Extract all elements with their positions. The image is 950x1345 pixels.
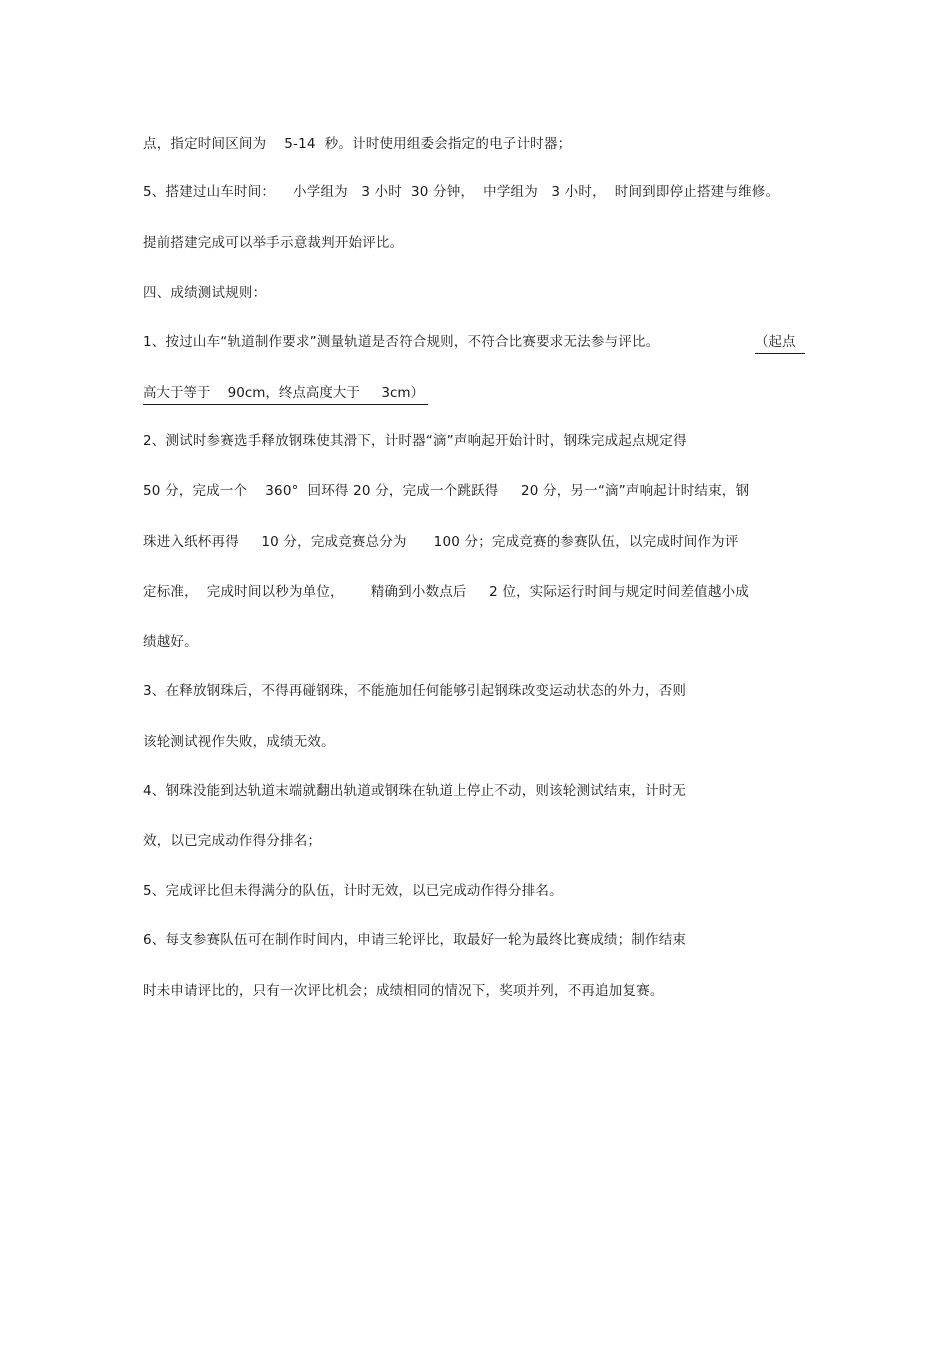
text-line-18: 6、每支参赛队伍可在制作时间内，申请三轮评比，取最好一轮为最终比赛成绩；制作结束 xyxy=(143,932,687,948)
text-line-19: 时未申请评比的，只有一次评比机会；成绩相同的情况下，奖项并列，不再追加复赛。 xyxy=(143,983,664,999)
text-line-11: 定标准， 完成时间以秒为单位， 精确到小数点后 2 位，实际运行时间与规定时间差值越小成 xyxy=(143,584,749,600)
text-line-3: 提前搭建完成可以举手示意裁判开始评比。 xyxy=(143,235,404,251)
text-line-16: 效，以已完成动作得分排名； xyxy=(143,833,322,849)
underlined-note-end: 高大于等于 90cm，终点高度大于 3cm） xyxy=(143,383,428,405)
text-line-15: 4、钢珠没能到达轨道末端就翻出轨道或钢珠在轨道上停止不动，则该轮测试结束，计时无 xyxy=(143,783,687,799)
text-line-17: 5、完成评比但未得满分的队伍，计时无效，以已完成动作得分排名。 xyxy=(143,883,563,899)
underlined-note-start: （起点 xyxy=(755,332,805,354)
text-line-12: 绩越好。 xyxy=(143,634,198,650)
text-line-13: 3、在释放钢珠后，不得再碰钢珠，不能施加任何能够引起钢珠改变运动状态的外力，否则 xyxy=(143,683,687,699)
text-line-1: 点，指定时间区间为 5-14 秒。计时使用组委会指定的电子计时器； xyxy=(143,136,572,152)
text-line-10: 珠进入纸杯再得 10 分，完成竞赛总分为 100 分；完成竞赛的参赛队伍，以完成时间作为评 xyxy=(143,534,739,550)
text-line-14: 该轮测试视作失败，成绩无效。 xyxy=(143,734,335,750)
text-line-8: 2、测试时参赛选手释放钢珠使其滑下，计时器“滴”声响起开始计时，钢珠完成起点规定得 xyxy=(143,433,687,449)
section-heading: 四、成绩测试规则： xyxy=(143,285,267,301)
text-line-5: 1、按过山车“轨道制作要求”测量轨道是否符合规则，不符合比赛要求无法参与评比。 xyxy=(143,334,660,350)
text-line-9: 50 分，完成一个 360° 回环得 20 分，完成一个跳跃得 20 分，另一“滴”声响起计时结束，钢 xyxy=(143,483,750,499)
text-line-2: 5、搭建过山车时间： 小学组为 3 小时 30 分钟， 中学组为 3 小时， 时间到即停止搭建与维修。 xyxy=(143,184,780,200)
